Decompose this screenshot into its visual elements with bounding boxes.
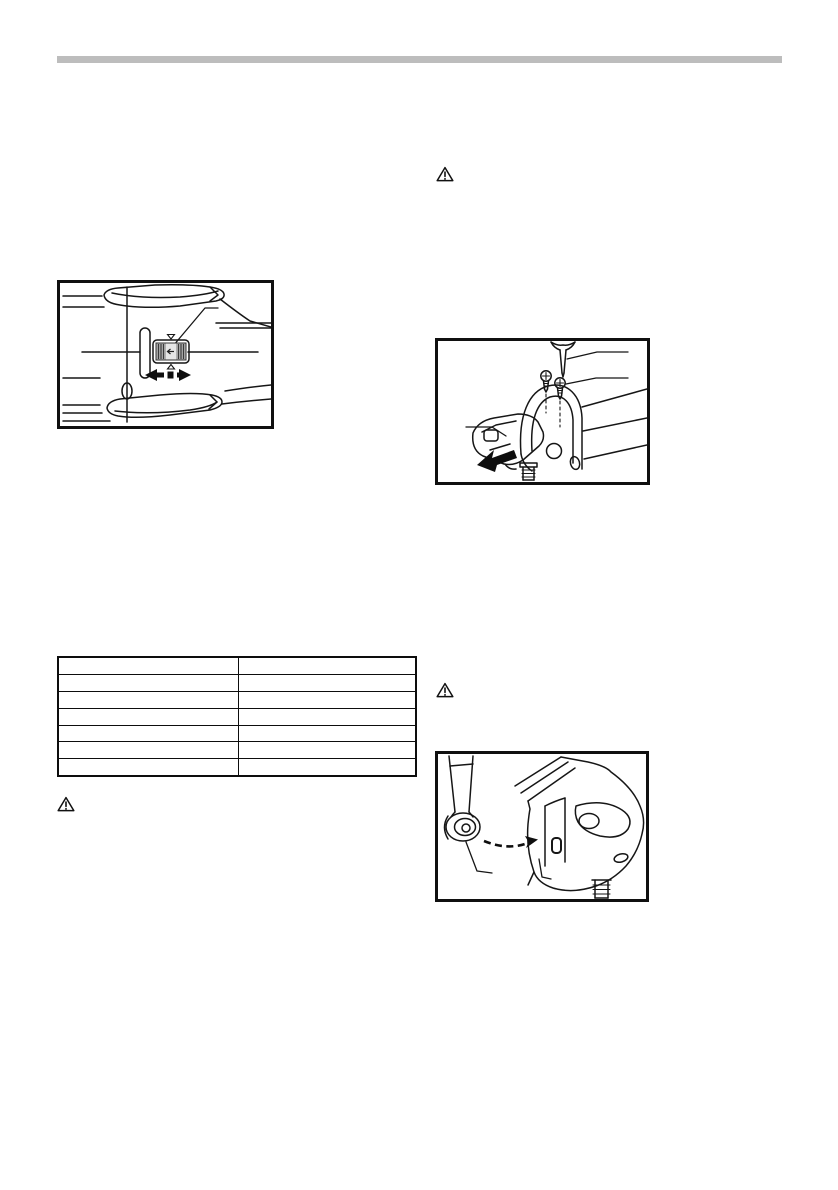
table-cell <box>239 674 417 691</box>
figure-nose-adapter-screw-removal <box>435 338 650 485</box>
screw-icon <box>541 371 551 413</box>
table-cell <box>239 657 417 674</box>
warning-triangle-icon <box>57 796 75 812</box>
cap-slot-illustration <box>438 754 646 899</box>
table-row <box>58 657 416 674</box>
left-right-bold-arrow-icon <box>145 369 191 381</box>
screw-removal-illustration <box>438 341 647 482</box>
table-cell <box>58 657 239 674</box>
warning-triangle-icon <box>436 682 454 698</box>
depth-dial-illustration <box>60 283 271 426</box>
table-row <box>58 742 416 759</box>
table-cell <box>58 742 239 759</box>
header-rule <box>57 56 782 63</box>
table-row <box>58 725 416 742</box>
table-row <box>58 674 416 691</box>
spec-table <box>57 656 417 777</box>
table-cell <box>239 708 417 725</box>
screwdriver-icon <box>551 342 575 377</box>
table-cell <box>239 742 417 759</box>
table-cell <box>58 759 239 776</box>
cap-icon <box>445 813 481 841</box>
table-cell <box>239 725 417 742</box>
depth-dial-wheel <box>156 343 186 360</box>
table-row <box>58 691 416 708</box>
table-cell <box>239 759 417 776</box>
warning-triangle-icon <box>436 166 454 182</box>
table-cell <box>239 691 417 708</box>
triangle-up-marker <box>168 365 175 370</box>
storage-slot <box>552 838 561 853</box>
dashed-curve-arrow-icon <box>484 836 538 848</box>
table-row <box>58 708 416 725</box>
table-cell <box>58 725 239 742</box>
figure-depth-adjustment-dial <box>57 280 274 429</box>
triangle-down-marker <box>168 335 175 340</box>
table-cell <box>58 691 239 708</box>
table-cell <box>58 708 239 725</box>
figure-cap-storage-slot <box>435 751 649 902</box>
table-row <box>58 759 416 776</box>
table-cell <box>58 674 239 691</box>
